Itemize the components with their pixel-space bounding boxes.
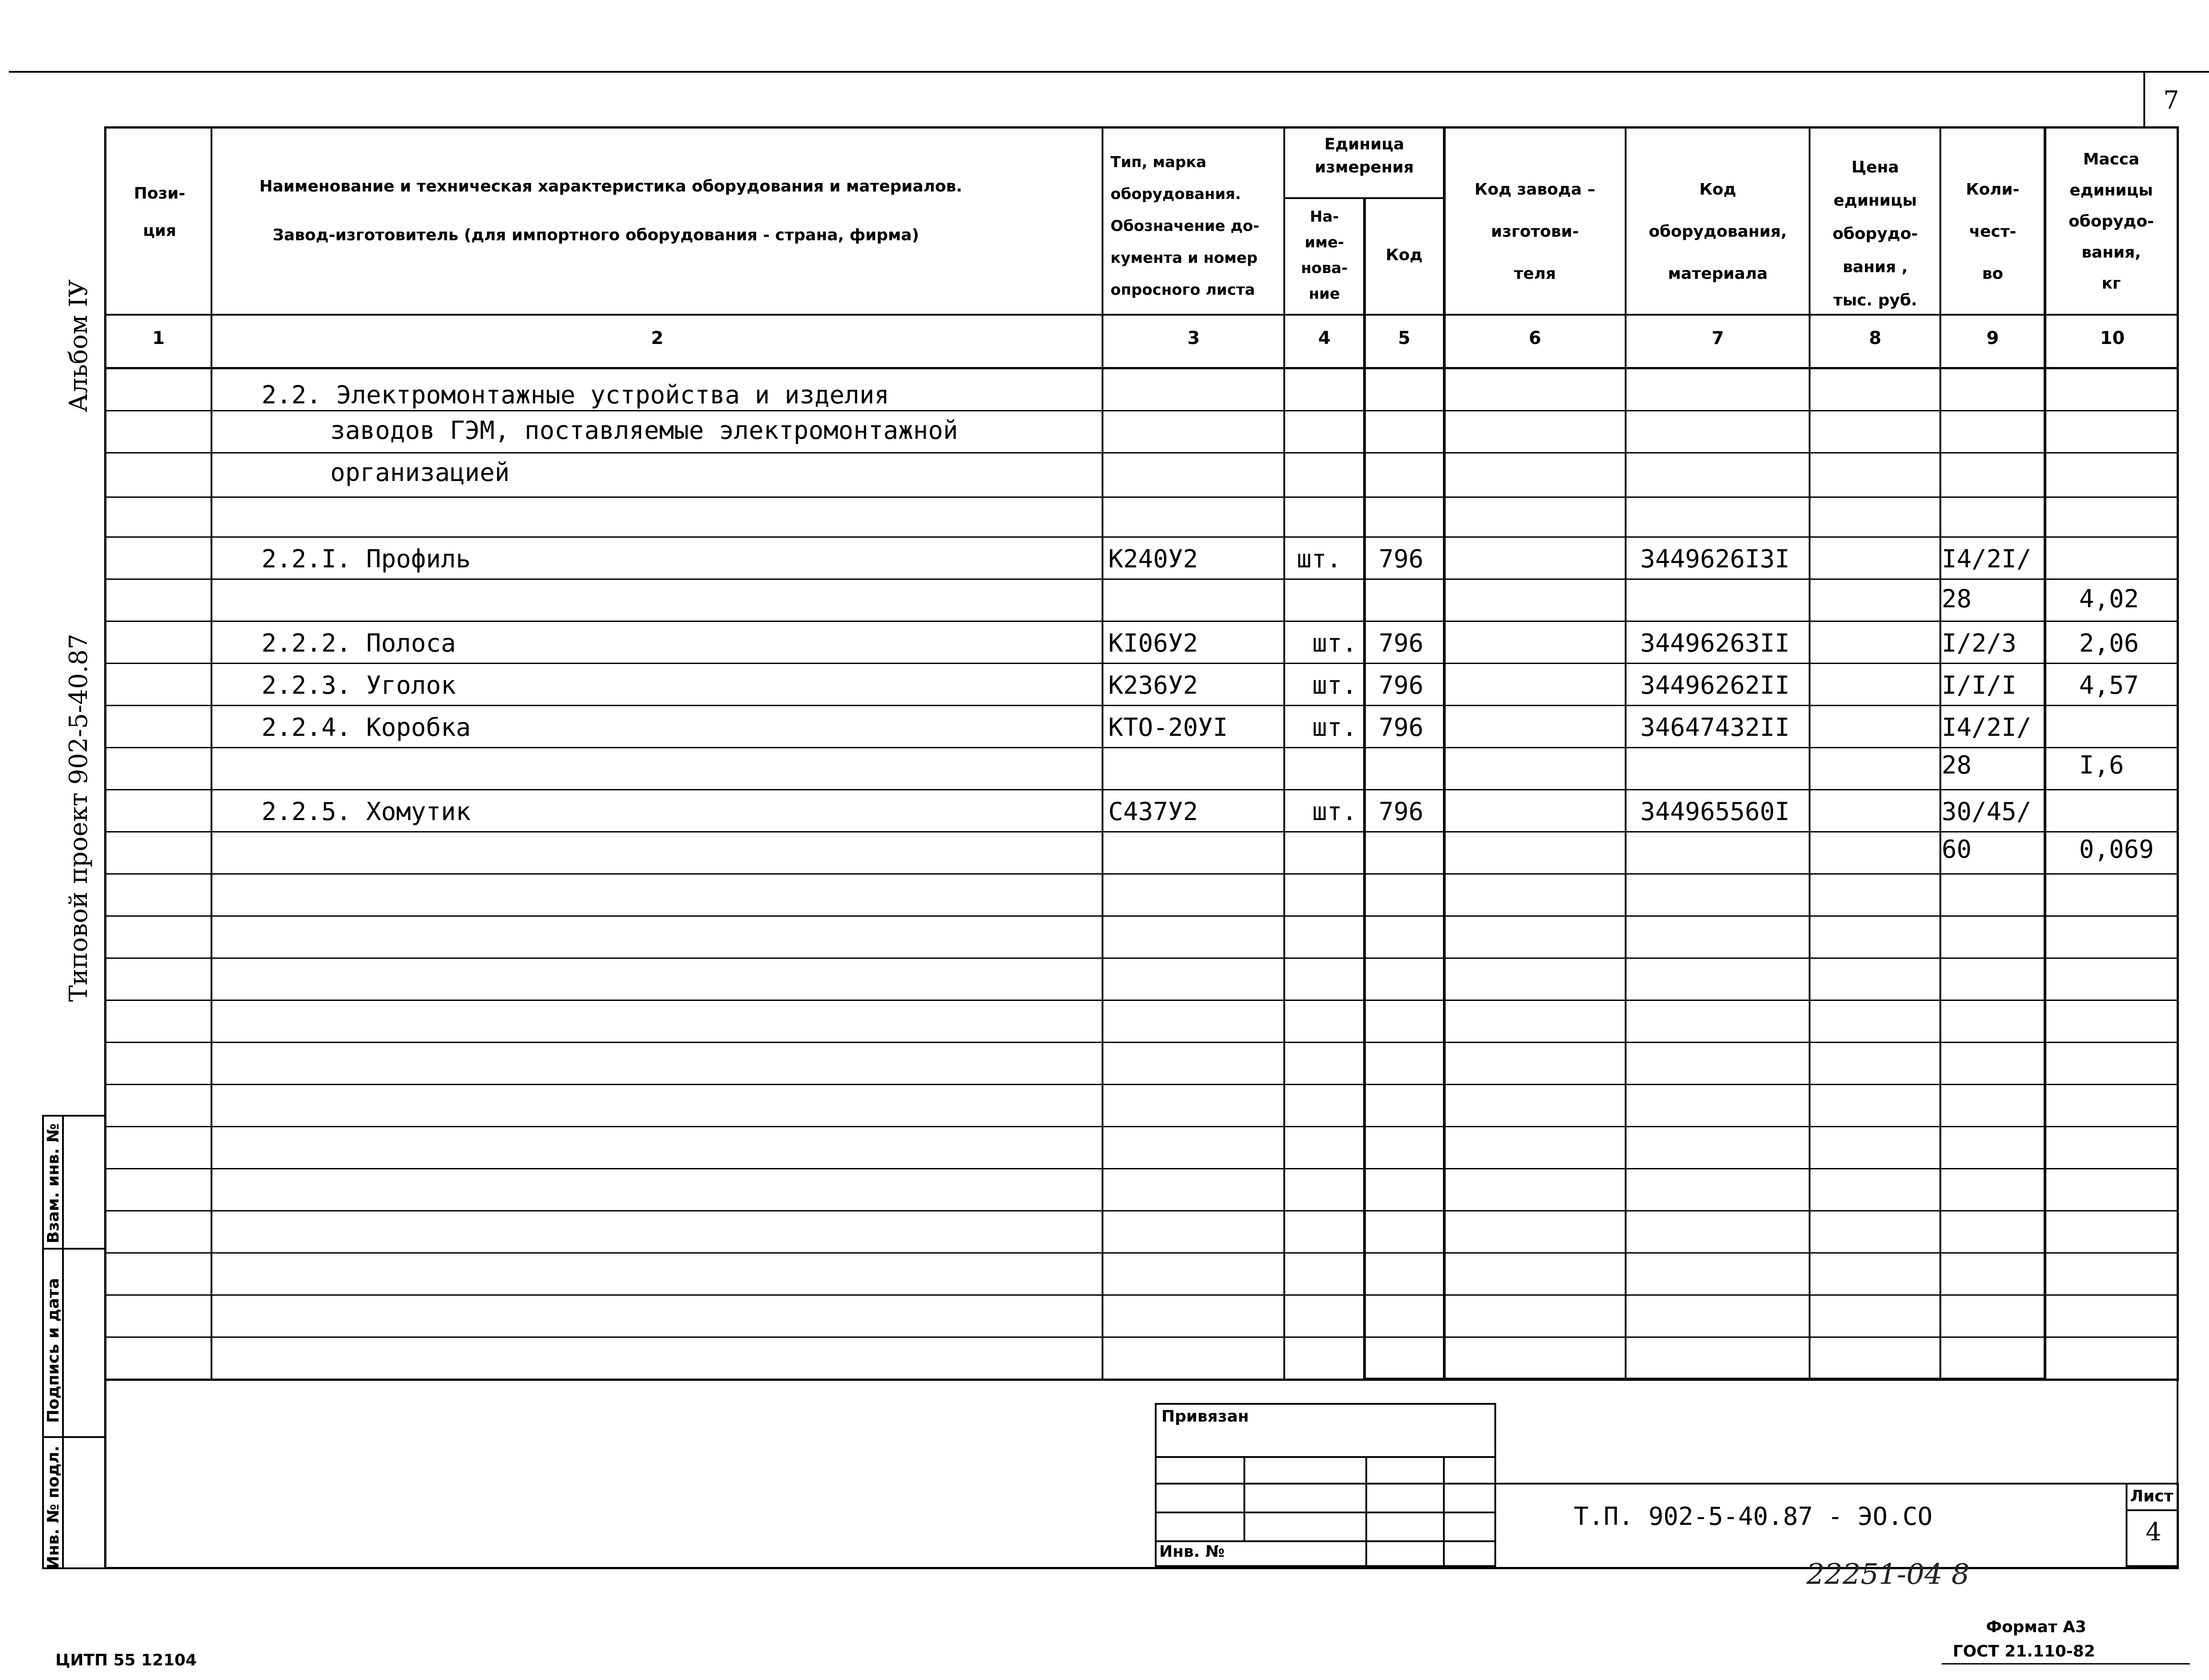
row-rule	[104, 1042, 2179, 1043]
row3-mass: 4,57	[2079, 671, 2139, 700]
footer-citp: ЦИТП 55 12104	[55, 1651, 197, 1669]
row-rule	[104, 705, 2179, 706]
header-factory-code: Код завода – изготови- теля	[1474, 180, 1595, 283]
row1-type: К240У2	[1108, 545, 1198, 574]
row-rule	[104, 789, 2179, 790]
header-unit: Единица измерения	[1314, 135, 1414, 176]
side-podpis-data: Подпись и дата	[44, 1278, 63, 1423]
row1-mass: 4,02	[2079, 585, 2139, 613]
header-mass: Масса единицы оборудо- вания, кг	[2068, 150, 2154, 293]
col-line-9	[2044, 126, 2046, 1381]
row-rule	[104, 747, 2179, 748]
side-inv-podl: Инв. № подл.	[44, 1446, 63, 1569]
row2-qty: I/2/3	[1942, 629, 2017, 658]
header-name-line2: Завод-изготовитель (для импортного оборудования - страна, фирма)	[273, 226, 919, 244]
body-thick-bottom	[1363, 1378, 2046, 1381]
colnum-7: 7	[1712, 328, 1724, 348]
col-line-8	[1939, 126, 1941, 1381]
privyazan-rule-4	[1155, 1540, 1496, 1542]
row2-type: КI06У2	[1108, 629, 1198, 658]
footer-gost: ГОСТ 21.110-82	[1953, 1642, 2096, 1660]
row-rule	[104, 873, 2179, 875]
row2-equip: 34496263II	[1640, 629, 1790, 658]
list-label: Лист	[2130, 1487, 2174, 1505]
header-price: Цена единицы оборудо- вания , тыс. руб.	[1832, 158, 1918, 309]
row-rule	[104, 496, 2179, 498]
header-qty: Коли- чест- во	[1966, 180, 2020, 283]
row1-code: 796	[1379, 545, 1424, 574]
row3-code: 796	[1379, 671, 1424, 700]
colnum-8: 8	[1869, 328, 1881, 348]
colnum-3: 3	[1187, 328, 1200, 348]
row3-type: К236У2	[1108, 671, 1198, 700]
row5-code: 796	[1379, 797, 1424, 826]
col-line-7	[1809, 126, 1810, 1381]
header-unit-code: Код	[1385, 246, 1423, 264]
list-box-rule	[2126, 1509, 2179, 1511]
section-title-line2: заводов ГЭМ, поставляемые электромонтажной	[330, 416, 958, 445]
row-rule	[104, 410, 2179, 411]
side-vzam-inv: Взам. инв. №	[44, 1123, 63, 1243]
row4-mass: I,6	[2079, 751, 2124, 780]
row-rule	[104, 1126, 2179, 1127]
row-rule	[104, 1168, 2179, 1169]
handwritten-number: 22251-04 8	[1806, 1558, 1970, 1591]
row4-code: 796	[1379, 713, 1424, 742]
row3-equip: 34496262II	[1640, 671, 1790, 700]
row5-unit: шт.	[1312, 797, 1357, 826]
colnum-5: 5	[1398, 328, 1411, 348]
section-title-line3: организацией	[330, 458, 510, 487]
col-line-5	[1443, 126, 1446, 1381]
row-rule	[104, 1084, 2179, 1085]
row1-name: 2.2.I. Профиль	[262, 545, 471, 574]
col-line-3	[1283, 126, 1285, 1381]
row4-unit: шт.	[1312, 713, 1357, 742]
side-album: Альбом IУ	[64, 279, 93, 412]
list-value: 4	[2146, 1518, 2162, 1547]
row5-qty2: 60	[1942, 835, 1972, 864]
row4-type: КТО-20УI	[1108, 713, 1228, 742]
row4-qty1: I4/2I/	[1942, 713, 2032, 742]
row-rule	[104, 1252, 2179, 1254]
designation: Т.П. 902-5-40.87 - ЭО.СО	[1574, 1502, 1933, 1531]
row-rule	[104, 621, 2179, 622]
row2-code: 796	[1379, 629, 1424, 658]
privyazan-col-3	[1443, 1456, 1445, 1567]
privyazan-col-2	[1365, 1456, 1367, 1567]
header-name-line1: Наименование и техническая характеристика оборудования и материалов.	[259, 177, 962, 195]
colnum-bottom-rule	[104, 367, 2179, 369]
row5-mass: 0,069	[2079, 835, 2154, 864]
header-unit-name: На- име- нова- ние	[1301, 208, 1348, 303]
col-line-1	[211, 126, 212, 1381]
sheet-number-top: 7	[2163, 86, 2179, 115]
row-rule	[104, 957, 2179, 959]
row1-equip: 3449626I3I	[1640, 545, 1790, 574]
row-rule	[104, 578, 2179, 580]
designation-top-rule	[1496, 1483, 2179, 1485]
footer-rule	[1942, 1663, 2190, 1664]
row2-unit: шт.	[1312, 629, 1357, 658]
row-rule	[104, 915, 2179, 917]
sheet-left-border-lower	[104, 1381, 106, 1569]
side-project: Типовой проект 902-5-40.87	[64, 633, 93, 1002]
colnum-9: 9	[1986, 328, 1999, 348]
row-rule	[104, 1336, 2179, 1338]
sheet-number-box-border	[2143, 71, 2145, 129]
row3-name: 2.2.3. Уголок	[262, 671, 456, 700]
privyazan-rule-2	[1155, 1483, 1496, 1485]
header-type: Тип, марка оборудования. Обозначение до- кумента и номер опросного листа	[1110, 153, 1259, 299]
row1-unit: шт.	[1297, 545, 1342, 574]
privyazan-col-1	[1243, 1456, 1245, 1540]
row4-qty2: 28	[1942, 751, 1972, 780]
colnum-4: 4	[1318, 328, 1331, 348]
row5-type: С437У2	[1108, 797, 1198, 826]
row3-unit: шт.	[1312, 671, 1357, 700]
header-pos: Пози- ция	[134, 184, 185, 240]
inv-no-label: Инв. №	[1159, 1543, 1225, 1561]
header-equip-code: Код оборудования, материала	[1649, 180, 1787, 283]
row-rule	[104, 536, 2179, 538]
row3-qty: I/I/I	[1942, 671, 2017, 700]
row1-qty2: 28	[1942, 585, 1972, 613]
footer-format: Формат А3	[1986, 1618, 2087, 1636]
colnum-6: 6	[1529, 328, 1541, 348]
row4-equip: 34647432II	[1640, 713, 1790, 742]
colnum-10: 10	[2100, 328, 2125, 348]
colnum-2: 2	[651, 328, 664, 348]
row2-name: 2.2.2. Полоса	[262, 629, 456, 658]
row-rule	[104, 452, 2179, 453]
col-line-6	[1625, 126, 1626, 1381]
privyazan-rule-1	[1155, 1456, 1496, 1458]
row-rule	[104, 1294, 2179, 1296]
privyazan-label: Привязан	[1161, 1407, 1249, 1426]
row5-name: 2.2.5. Хомутик	[262, 797, 471, 826]
row-rule	[104, 1210, 2179, 1211]
row-rule	[104, 663, 2179, 664]
row2-mass: 2,06	[2079, 629, 2139, 658]
row5-qty1: 30/45/	[1942, 797, 2032, 826]
left-stamp-rule-1	[42, 1248, 106, 1250]
top-rule	[9, 71, 2209, 73]
row4-name: 2.2.4. Коробка	[262, 713, 471, 742]
row5-equip: 344965560I	[1640, 797, 1790, 826]
row1-qty1: I4/2I/	[1942, 545, 2032, 574]
colnum-1: 1	[152, 328, 165, 348]
unit-subheader-rule	[1283, 197, 1445, 199]
col-line-2	[1102, 126, 1103, 1381]
row-rule	[104, 831, 2179, 832]
section-title-line1: 2.2. Электромонтажные устройства и изделия	[262, 381, 890, 410]
left-stamp-rule-2	[42, 1436, 106, 1438]
row-rule	[104, 1000, 2179, 1001]
privyazan-rule-3	[1155, 1512, 1496, 1513]
